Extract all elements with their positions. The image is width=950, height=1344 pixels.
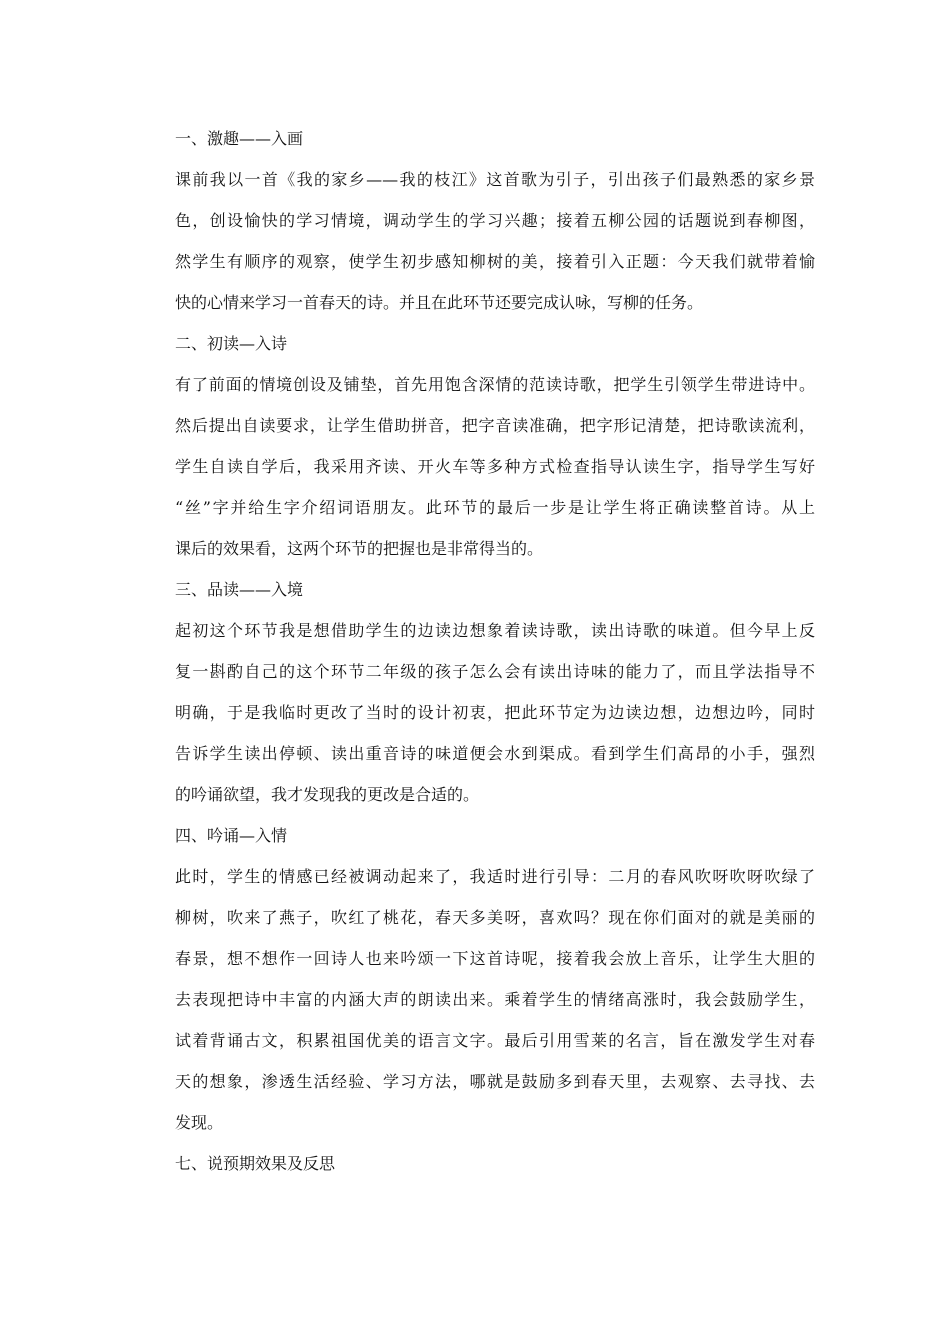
paragraph-line: 复一斟酌自己的这个环节二年级的孩子怎么会有读出诗味的能力了，而且学法指导不 [175, 662, 815, 681]
paragraph-line: 起初这个环节我是想借助学生的边读边想象着读诗歌，读出诗歌的味道。但今早上反 [175, 621, 815, 640]
paragraph-line: 然后提出自读要求，让学生借助拼音，把字音读准确，把字形记清楚，把诗歌读流利， [175, 416, 815, 435]
section-heading: 二、初读—入诗 [175, 334, 288, 353]
section-heading: 四、吟诵—入情 [175, 826, 288, 845]
paragraph-line: 告诉学生读出停顿、读出重音诗的味道便会水到渠成。看到学生们高昂的小手，强烈 [175, 744, 815, 763]
paragraph-line: 的吟诵欲望，我才发现我的更改是合适的。 [175, 785, 480, 804]
section-4 [175, 815, 815, 1143]
section-3 [175, 569, 815, 815]
paragraph-line: 试着背诵古文，积累祖国优美的语言文字。最后引用雪莱的名言，旨在激发学生对春 [175, 1031, 815, 1050]
paragraph-line: 此时，学生的情感已经被调动起来了，我适时进行引导：二月的春风吹呀吹呀吹绿了 [175, 867, 815, 886]
paragraph-line: 有了前面的情境创设及铺垫，首先用饱含深情的范读诗歌，把学生引领学生带进诗中。 [175, 375, 815, 394]
section-paragraph [175, 610, 815, 815]
section-1 [175, 118, 815, 323]
paragraph-line: 天的想象，渗透生活经验、学习方法，哪就是鼓励多到春天里，去观察、去寻找、去 [175, 1072, 815, 1091]
paragraph-line: 去表现把诗中丰富的内涵大声的朗读出来。乘着学生的情绪高涨时，我会鼓励学生， [175, 990, 815, 1009]
paragraph-line: 春景，想不想作一回诗人也来吟颂一下这首诗呢，接着我会放上音乐，让学生大胆的 [175, 949, 815, 968]
section-paragraph [175, 856, 815, 1143]
section-paragraph [175, 159, 815, 323]
section-5 [175, 1143, 815, 1184]
paragraph-line: 柳树，吹来了燕子，吹红了桃花，春天多美呀，喜欢吗？现在你们面对的就是美丽的 [175, 908, 815, 927]
paragraph-line: 课后的效果看，这两个环节的把握也是非常得当的。 [175, 539, 544, 558]
section-heading: 七、说预期效果及反思 [175, 1154, 336, 1173]
paragraph-line: 快的心情来学习一首春天的诗。并且在此环节还要完成认咏，写柳的任务。 [175, 293, 704, 312]
document-body [175, 118, 815, 1184]
paragraph-line: 色，创设愉快的学习情境，调动学生的学习兴趣；接着五柳公园的话题说到春柳图， [175, 211, 815, 230]
section-heading: 三、品读——入境 [175, 580, 304, 599]
section-paragraph [175, 364, 815, 569]
paragraph-line: 明确，于是我临时更改了当时的设计初衷，把此环节定为边读边想，边想边吟，同时 [175, 703, 815, 722]
section-heading: 一、激趣——入画 [175, 129, 304, 148]
paragraph-line: 然学生有顺序的观察，使学生初步感知柳树的美，接着引入正题：今天我们就带着愉 [175, 252, 815, 271]
section-2 [175, 323, 815, 569]
paragraph-line: 课前我以一首《我的家乡——我的枝江》这首歌为引子，引出孩子们最熟悉的家乡景 [175, 170, 815, 189]
paragraph-line: 发现。 [175, 1113, 224, 1132]
paragraph-line: 学生自读自学后，我采用齐读、开火车等多种方式检查指导认读生字，指导学生写好 [175, 457, 815, 476]
paragraph-line: “丝”字并给生字介绍词语朋友。此环节的最后一步是让学生将正确读整首诗。从上 [175, 498, 815, 517]
